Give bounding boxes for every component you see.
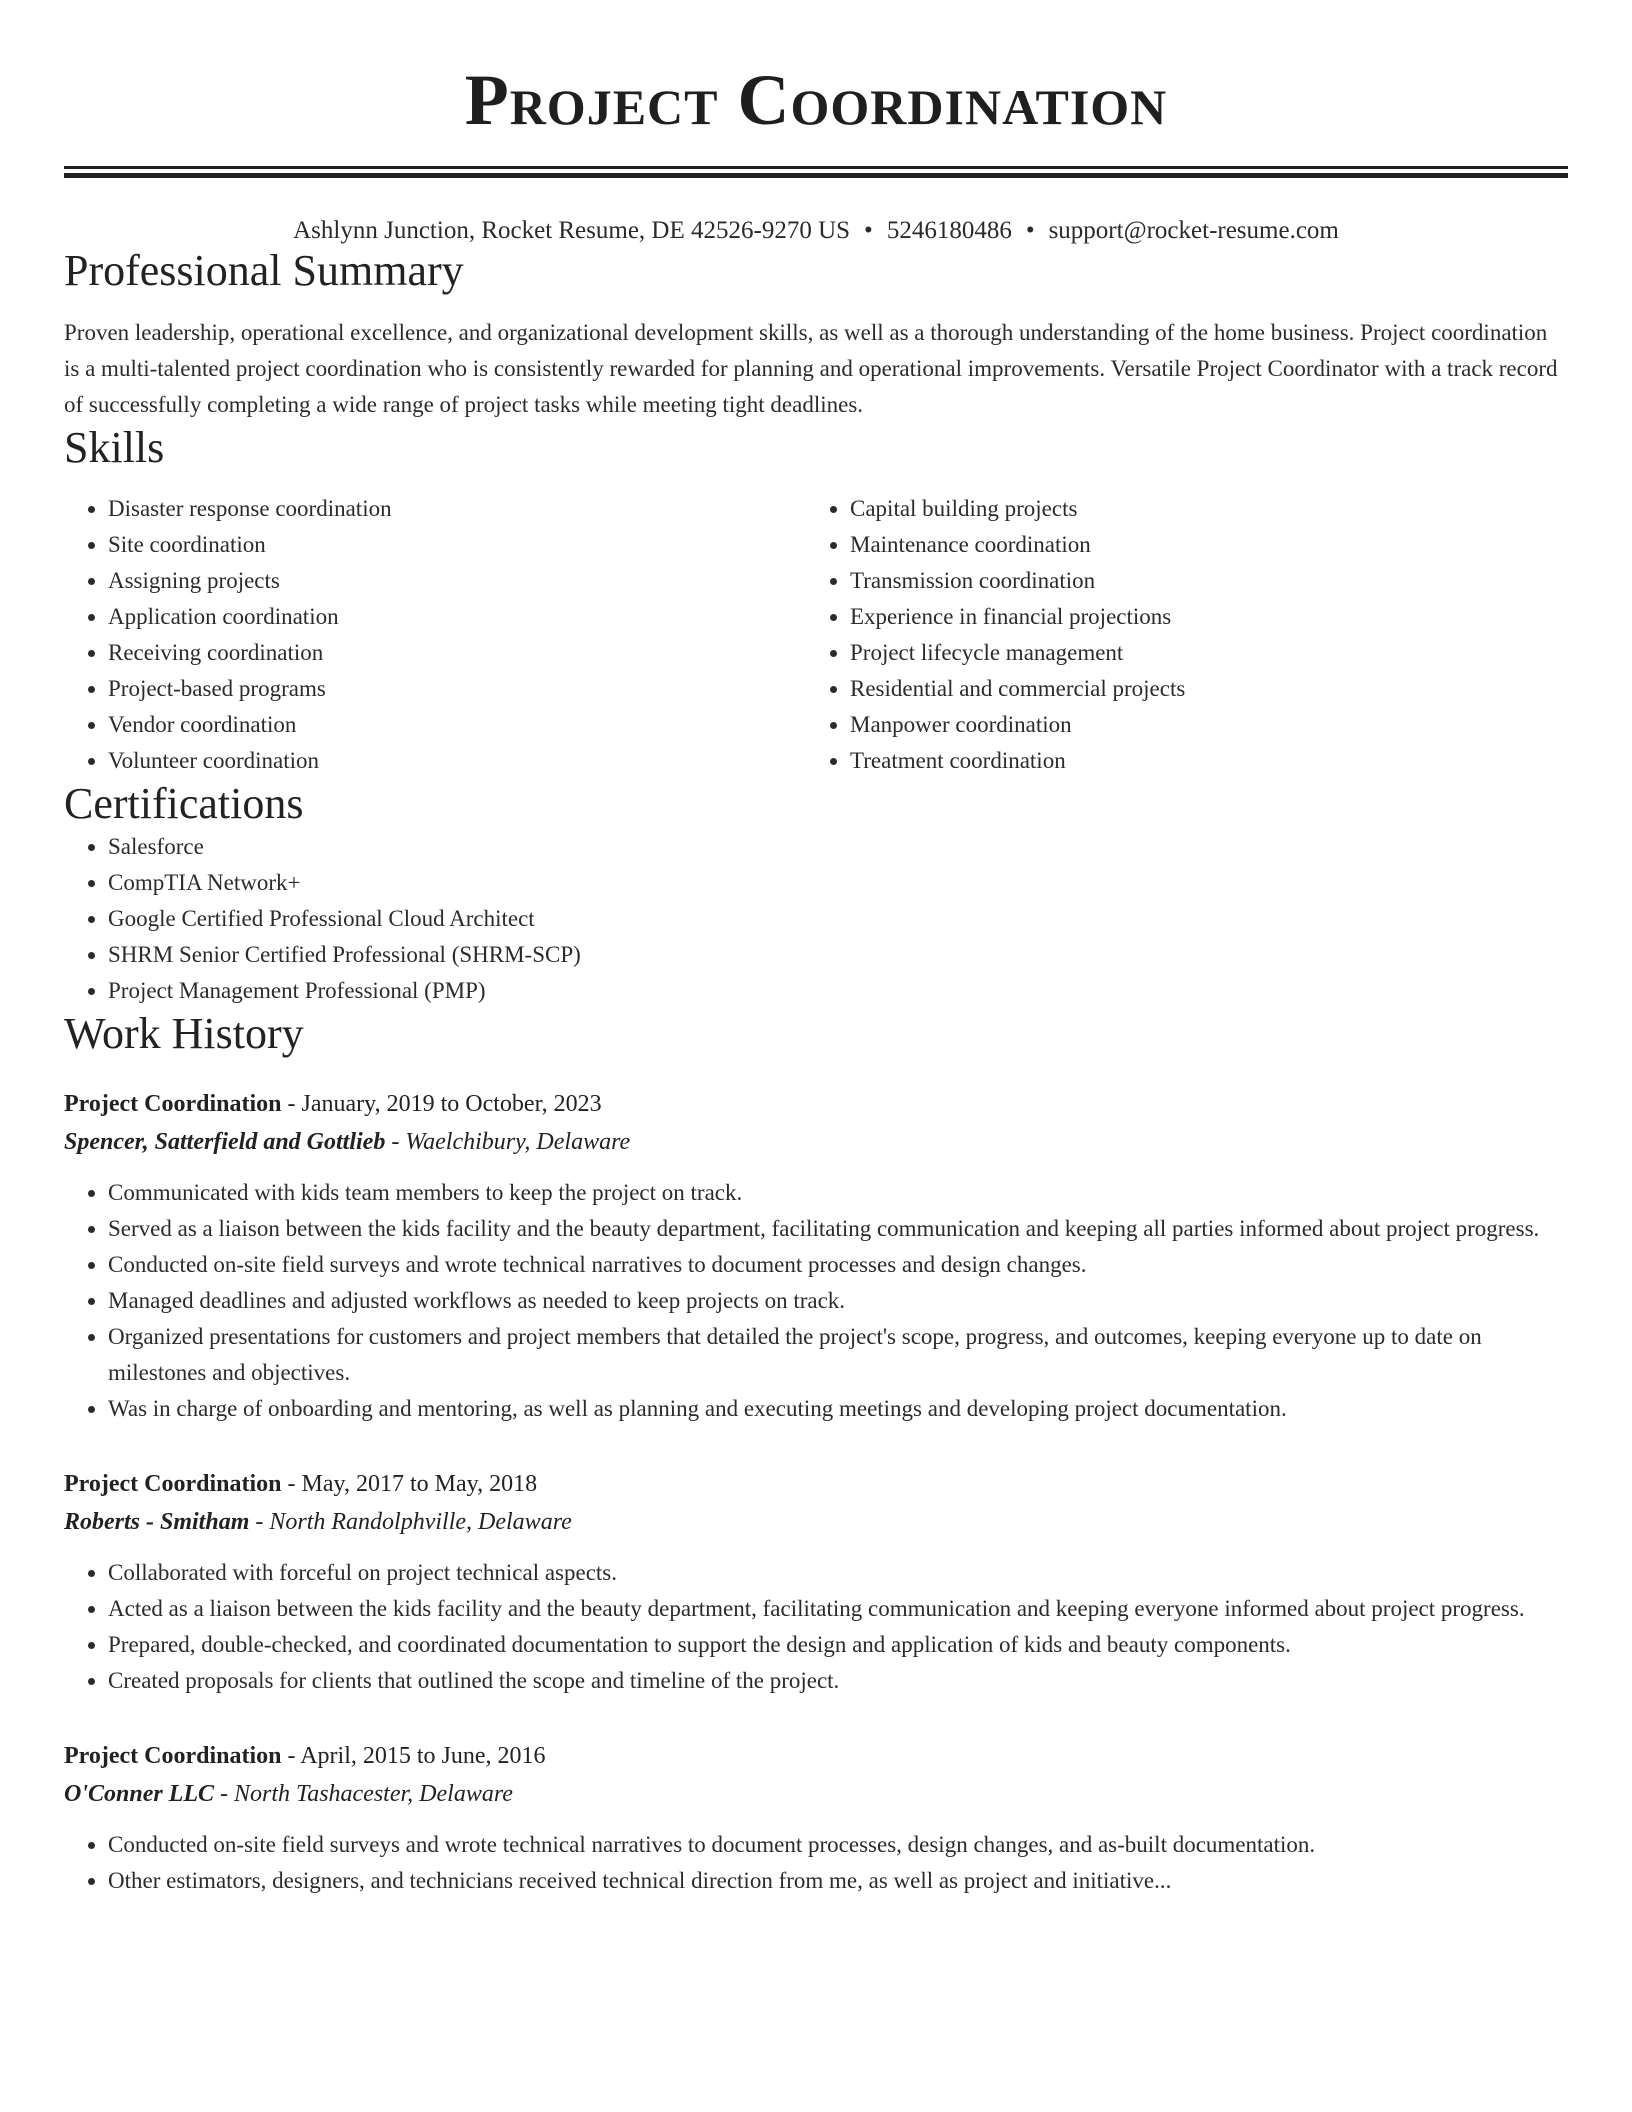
contact-separator: • <box>864 217 873 244</box>
skill-item: • Capital building projects <box>850 491 1548 527</box>
job-entry <box>64 1737 1568 1899</box>
job-dates: April, 2015 to June, 2016 <box>300 1743 546 1769</box>
work-history-heading: Work History <box>64 1009 304 1058</box>
skill-item: • Residential and commercial projects <box>850 671 1548 707</box>
skill-item: • Manpower coordination <box>850 707 1548 743</box>
skill-item: • Project lifecycle management <box>850 635 1548 671</box>
job-duty: • Collaborated with forceful on project technical aspects. <box>108 1555 1568 1591</box>
certification-item: • SHRM Senior Certified Professional (SHRM-SCP) <box>108 937 1568 973</box>
job-company: Roberts - Smitham <box>64 1509 250 1535</box>
skills-grid <box>64 491 1568 779</box>
contact-address: Ashlynn Junction, Rocket Resume, DE 42526-9270 US <box>293 217 851 244</box>
job-title-line: Project Coordination - January, 2019 to October, 2023 <box>64 1091 602 1117</box>
summary-text: Proven leadership, operational excellence, and organizational development skills, as well as a thorough understanding of the home business. Project coordination is a multi-talented project coordination who is consistently rewarded for planning and operational improvements. Versatile Project Coordinator with a track record of successfully completing a wide range of project tasks while meeting tight deadlines. <box>64 320 1558 417</box>
certifications-heading: Certifications <box>64 779 304 828</box>
job-duties-list <box>64 1827 1568 1899</box>
job-entry <box>64 1465 1568 1699</box>
job-location: North Randolphville, Delaware <box>269 1509 572 1535</box>
skill-item: • Application coordination <box>108 599 806 635</box>
skill-item: • Disaster response coordination <box>108 491 806 527</box>
job-duty: • Prepared, double-checked, and coordinated documentation to support the design and application of kids and beauty components. <box>108 1627 1568 1663</box>
job-title-line: Project Coordination - April, 2015 to June, 2016 <box>64 1743 546 1769</box>
skill-item: • Project-based programs <box>108 671 806 707</box>
job-dates: January, 2019 to October, 2023 <box>301 1091 602 1117</box>
job-duty: • Created proposals for clients that outlined the scope and timeline of the project. <box>108 1663 1568 1699</box>
certification-item: • Salesforce <box>108 829 1568 865</box>
job-company-line: Spencer, Satterfield and Gottlieb - Waelchibury, Delaware <box>64 1129 631 1155</box>
job-duty: • Communicated with kids team members to keep the project on track. <box>108 1175 1568 1211</box>
header-divider <box>64 166 1568 178</box>
skills-column-left <box>64 491 806 779</box>
contact-line <box>64 216 1568 246</box>
job-company-line: O'Conner LLC - North Tashacester, Delaware <box>64 1781 513 1807</box>
contact-email: support@rocket-resume.com <box>1048 217 1339 244</box>
skill-item: • Transmission coordination <box>850 563 1548 599</box>
job-duty: • Managed deadlines and adjusted workflows as needed to keep projects on track. <box>108 1283 1568 1319</box>
job-duties-list <box>64 1175 1568 1427</box>
skills-heading: Skills <box>64 423 165 472</box>
job-entry <box>64 1085 1568 1427</box>
job-role: Project Coordination <box>64 1743 282 1769</box>
job-company-line: Roberts - Smitham - North Randolphville, Delaware <box>64 1509 572 1535</box>
job-role: Project Coordination <box>64 1091 282 1117</box>
job-dates: May, 2017 to May, 2018 <box>301 1471 538 1497</box>
job-duty: • Organized presentations for customers and project members that detailed the project's scope, progress, and outcomes, keeping everyone up to date on milestones and objectives. <box>108 1319 1568 1391</box>
job-title-line: Project Coordination - May, 2017 to May, 2018 <box>64 1471 538 1497</box>
job-duty: • Conducted on-site field surveys and wrote technical narratives to document processes, design changes, and as-built documentation. <box>108 1827 1568 1863</box>
skill-item: • Vendor coordination <box>108 707 806 743</box>
skill-item: • Treatment coordination <box>850 743 1548 779</box>
job-role: Project Coordination <box>64 1471 282 1497</box>
skill-item: • Maintenance coordination <box>850 527 1548 563</box>
resume-title: Project Coordination <box>464 60 1168 140</box>
job-duties-list <box>64 1555 1568 1699</box>
job-duty: • Conducted on-site field surveys and wrote technical narratives to document processes and design changes. <box>108 1247 1568 1283</box>
job-duty: • Was in charge of onboarding and mentoring, as well as planning and executing meetings and developing project documentation. <box>108 1391 1568 1427</box>
certification-item: • Project Management Professional (PMP) <box>108 973 1568 1009</box>
job-company: Spencer, Satterfield and Gottlieb <box>64 1129 386 1155</box>
job-location: North Tashacester, Delaware <box>234 1781 513 1807</box>
job-duty: • Acted as a liaison between the kids facility and the beauty department, facilitating communication and keeping everyone informed about project progress. <box>108 1591 1568 1627</box>
resume-page <box>64 0 1568 1899</box>
certification-item: • Google Certified Professional Cloud Architect <box>108 901 1568 937</box>
skill-item: • Site coordination <box>108 527 806 563</box>
certification-item: • CompTIA Network+ <box>108 865 1568 901</box>
job-company: O'Conner LLC <box>64 1781 215 1807</box>
skill-item: • Experience in financial projections <box>850 599 1548 635</box>
certifications-list <box>64 829 1568 1009</box>
job-duty: • Other estimators, designers, and technicians received technical direction from me, as well as project and initiative... <box>108 1863 1568 1899</box>
job-location: Waelchibury, Delaware <box>405 1129 631 1155</box>
skills-column-right <box>806 491 1548 779</box>
summary-heading: Professional Summary <box>64 246 464 295</box>
skill-item: • Assigning projects <box>108 563 806 599</box>
job-duty: • Served as a liaison between the kids facility and the beauty department, facilitating communication and keeping all parties informed about project progress. <box>108 1211 1568 1247</box>
contact-separator: • <box>1025 217 1035 244</box>
contact-phone: 5246180486 <box>886 217 1012 244</box>
skill-item: • Volunteer coordination <box>108 743 806 779</box>
skill-item: • Receiving coordination <box>108 635 806 671</box>
